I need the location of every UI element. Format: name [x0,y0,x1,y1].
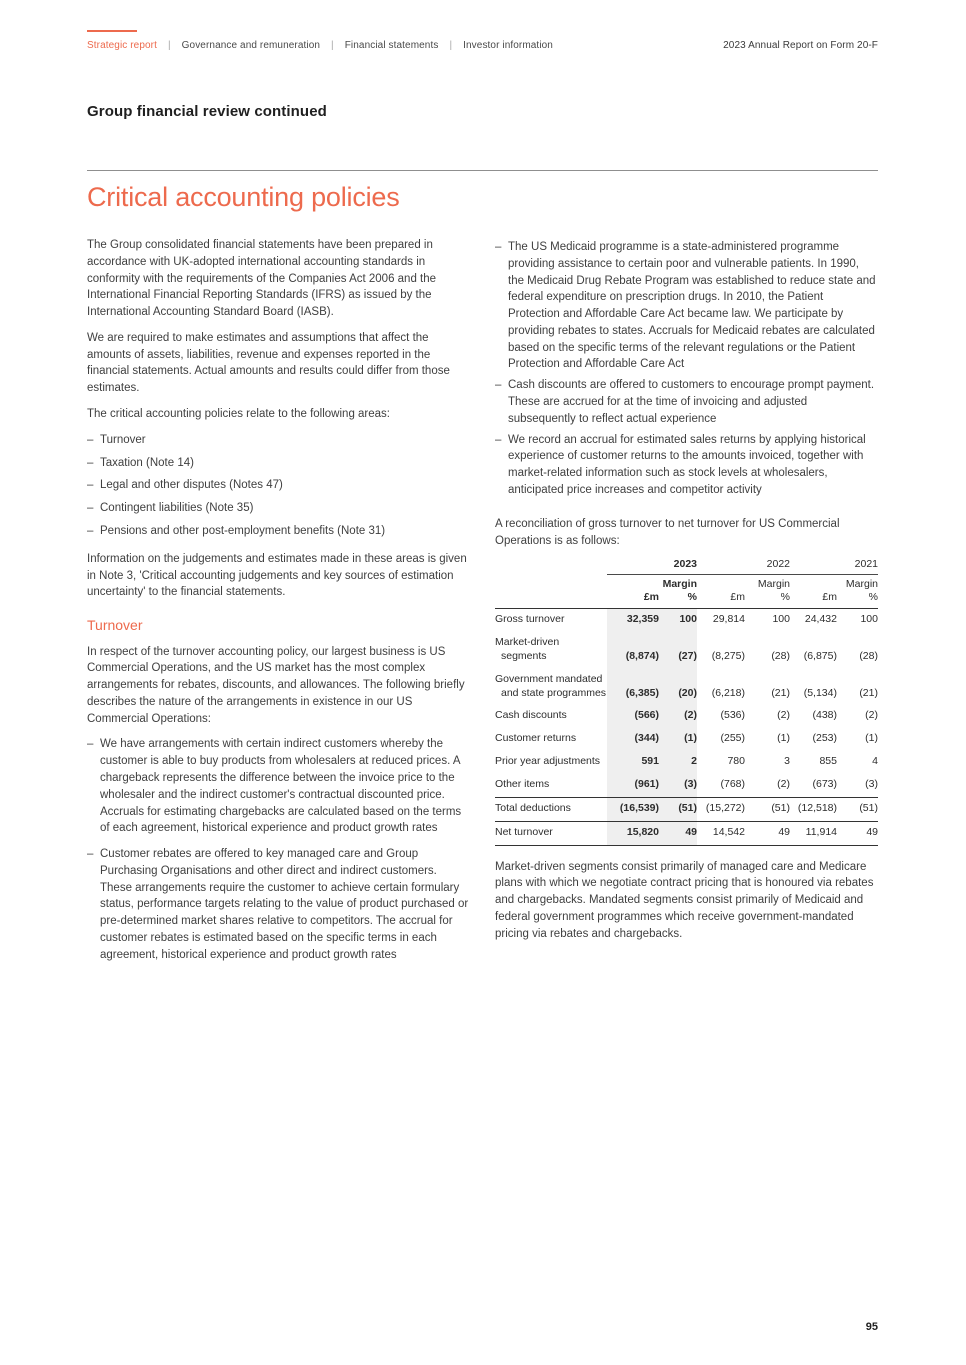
margin-label: Margin [757,577,790,590]
table-row [495,669,878,706]
cell-value: (1) [659,728,697,751]
cell-value: (1) [777,732,790,745]
margin-header-2023 [659,574,697,608]
rebate-bullet-item: – We record an accrual for estimated sales returns by applying historical experience of customer returns to the amounts invoiced, together with market-related information such as stock levels at wholesalers, anticipated price increases and competitor activity [495,432,878,499]
page-number: 95 [865,1321,878,1333]
cell-value: (253) [812,732,837,745]
cell-value: (28) [859,649,878,662]
cell-value: 855 [819,755,837,768]
table-row [495,751,878,774]
cell-value: (12,518) [790,797,837,821]
cell-value: 2 [659,751,697,774]
cell-value: 49 [745,821,790,845]
year-header-2021: 2021 [790,558,878,574]
cell-value: (16,539) [607,797,659,821]
row-label: Other items [495,778,550,790]
cell-value: (2) [659,705,697,728]
amount-header-2022: £m [697,574,745,608]
policy-list-intro: The critical accounting policies relate to the following areas: [87,408,390,421]
table-row [495,774,878,797]
cell-value: (1) [865,732,878,745]
cell-value: (768) [720,778,745,790]
policy-areas-list [87,432,471,540]
amount-header-2023: £m [607,574,659,608]
margin-label: Margin [662,577,697,590]
cell-value: 14,542 [697,821,745,845]
table-row [495,728,878,751]
row-label: Government mandated and state programmes [495,672,607,699]
turnover-bullet-item: – Customer rebates are offered to key managed care and Group Purchasing Organisations and other direct and indirect customers. These arrangements require the customer to achieve certain formulary status, performance targets relating to the value of product purchased or pre-determined market shares relative to competitors. The accrual for customer rebates is estimated based on the specific terms in each agreement, historical experience and product growth rates [87,846,471,963]
cell-value: (3) [659,774,697,797]
cell-value: (961) [607,774,659,797]
cell-value: 11,914 [790,821,837,845]
page-title: Critical accounting policies [87,182,400,212]
cell-value: 100 [772,613,790,626]
rebate-bullet-list [495,239,878,499]
nav-item-strategic-report[interactable]: Strategic report [87,40,157,51]
year-header-2023: 2023 [607,558,697,574]
note3-paragraph: Information on the judgements and estimates made in these areas is given in Note 3, 'Critical accounting judgements and key sources of estimation uncertainty' to the financial statements. [87,552,467,599]
cell-value: (51) [659,797,697,821]
cell-value: 29,814 [712,613,745,626]
percent-label: % [868,591,878,603]
margin-header-2022 [745,574,790,608]
nav-item-investor-information[interactable]: Investor information [463,40,553,51]
cell-value: 591 [607,751,659,774]
row-label: Total deductions [495,797,607,821]
cell-value: 780 [727,755,745,768]
cell-value: (6,385) [607,669,659,706]
cell-value: (536) [720,709,745,722]
nav-separator: | [167,40,171,51]
amount-header-2021: £m [790,574,837,608]
cell-value: (8,874) [607,632,659,669]
cell-value: (673) [812,778,837,790]
cell-value: 24,432 [804,613,837,626]
nav-item-financial-statements[interactable]: Financial statements [344,40,439,51]
section-title: Group financial review continued [87,103,327,120]
cell-value: 32,359 [607,609,659,632]
cell-value: (566) [607,705,659,728]
active-tab-indicator [87,30,137,32]
table-intro-paragraph: A reconciliation of gross turnover to net turnover for US Commercial Operations is as follows: [495,517,840,547]
cell-value: (255) [720,732,745,745]
reconciliation-table [495,558,878,845]
turnover-heading: Turnover [87,617,143,634]
table-row [495,632,878,669]
row-label: Cash discounts [495,709,567,722]
table-row [495,797,878,821]
cell-value: 49 [659,821,697,845]
cell-value: (6,875) [803,649,837,662]
two-column-body [87,237,878,975]
cell-value: (28) [771,649,790,662]
cell-value: (2) [865,709,878,722]
nav-separator: | [449,40,453,51]
nav-item-governance-and-remuneration[interactable]: Governance and remuneration [181,40,321,51]
turnover-intro-paragraph: In respect of the turnover accounting policy, our largest business is US Commercial Operations, and the US market has the most complex arrangements for rebates, discounts, and allowances. The following briefly describes the nature of the arrangements in existence in our US Commercial Operations: [87,645,465,725]
empty-header-cell [495,558,607,574]
cell-value: 49 [837,821,878,845]
report-title-label: 2023 Annual Report on Form 20-F [723,40,878,51]
left-column [87,237,471,975]
cell-value: (438) [812,709,837,722]
cell-value: (27) [659,632,697,669]
cell-value: 15,820 [607,821,659,845]
table-row [495,609,878,632]
rebate-bullet-item: – The US Medicaid programme is a state-administered programme providing assistance to certain poor and vulnerable patients. In 1990, the Medicaid Drug Rebate Program was established to reduce state and federal expenditure on prescription drugs. In 2010, the Patient Protection and Affordable Care Act became law. We participate by providing rebates to states. Accruals for Medicaid rebates are calculated based on the specific terms of the relevant regulations or the Patient Protection and Affordable Care Act [495,239,878,373]
table-footnote-paragraph: Market-driven segments consist primarily of managed care and Medicare plans with which we negotiate contract pricing that is honoured via rebates and chargebacks. Mandated segments consist primarily of Medicaid and federal government programmes which receive government-mandated pricing via rebates and chargebacks. [495,860,874,940]
cell-value: 100 [659,609,697,632]
cell-value: (344) [607,728,659,751]
cell-value: (3) [865,778,878,790]
cell-value: (51) [745,797,790,821]
cell-value: (6,218) [711,686,745,699]
estimates-paragraph: We are required to make estimates and assumptions that affect the amounts of assets, liabilities, revenue and expenses reported in the financial statements. Actual amounts and results could differ from those estimates. [87,331,450,395]
rebate-bullet-item: – Cash discounts are offered to customers to encourage prompt payment. These are accrued for at the time of invoicing and adjusted subsequently to reflect actual experience [495,377,878,427]
year-header-2022: 2022 [697,558,790,574]
top-navigation [87,0,878,51]
table-row [495,705,878,728]
margin-header-2021 [837,574,878,608]
cell-value: (5,134) [803,686,837,699]
margin-label: Margin [845,577,878,590]
cell-value: 100 [860,613,878,626]
row-label: Net turnover [495,821,607,845]
cell-value: (21) [771,686,790,699]
cell-value: (2) [777,778,790,790]
row-label: Customer returns [495,732,577,745]
empty-header-cell [495,574,607,608]
turnover-bullet-item: – We have arrangements with certain indirect customers whereby the customer is able to buy products from wholesalers at reduced prices. A chargeback represents the difference between the invoice price to the wholesaler and the indirect customer's contractual discounted price. Accruals for estimating chargebacks are calculated based on the terms of each agreement, historical experience and product growth rates [87,736,471,837]
cell-value: 4 [872,755,878,768]
cell-value: 3 [784,755,790,768]
row-label: Gross turnover [495,613,565,626]
cell-value: (20) [659,669,697,706]
cell-value: (8,275) [711,649,745,662]
policy-area-item: – Taxation (Note 14) [87,455,471,472]
nav-separator: | [331,40,334,51]
cell-value: (2) [777,709,790,722]
turnover-bullet-list [87,736,471,963]
policy-area-item: – Turnover [87,432,471,449]
intro-paragraph: The Group consolidated financial statements have been prepared in accordance with UK-adopted international accounting standards in conformity with the requirements of the Companies Act 2006 and the International Financial Reporting Standards (IFRS) as issued by the International Accounting Standard Board (IASB). [87,239,437,319]
divider-rule [87,170,878,171]
policy-area-item: – Legal and other disputes (Notes 47) [87,477,471,494]
percent-label: % [780,591,790,603]
row-label: Market-driven segments [495,635,560,662]
right-column [495,237,878,975]
cell-value: (51) [837,797,878,821]
cell-value: (15,272) [697,797,745,821]
row-label: Prior year adjustments [495,755,601,768]
percent-label: % [687,591,697,603]
policy-area-item: – Pensions and other post-employment benefits (Note 31) [87,523,471,540]
table-row [495,821,878,845]
policy-area-item: – Contingent liabilities (Note 35) [87,500,471,517]
cell-value: (21) [859,686,878,699]
